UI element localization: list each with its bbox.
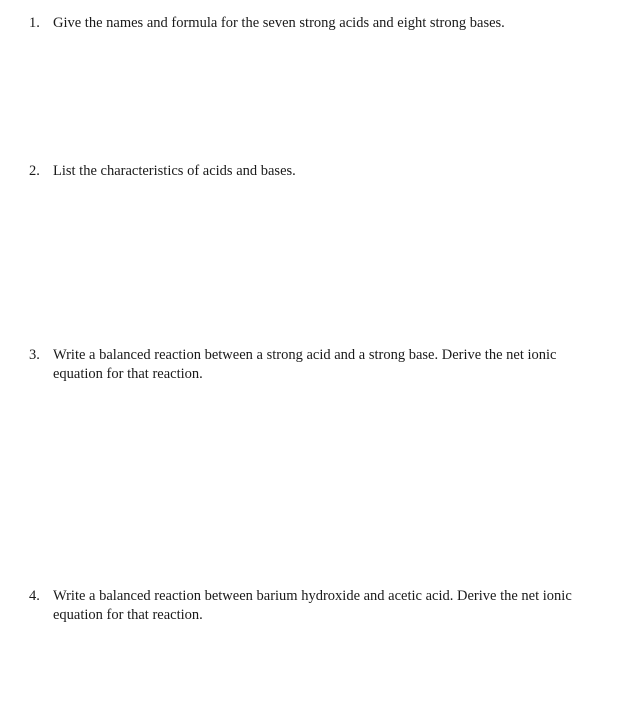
question-2-text: List the characteristics of acids and bases.: [53, 163, 296, 179]
question-1-text: Give the names and formula for the seven strong acids and eight strong bases.: [53, 15, 505, 31]
question-2-number: 2.: [29, 163, 40, 179]
question-4-text: Write a balanced reaction between barium hydroxide and acetic acid. Derive the net ionic equation for that reaction.: [53, 588, 572, 623]
question-3-number: 3.: [29, 347, 40, 363]
question-3-text: Write a balanced reaction between a strong acid and a strong base. Derive the net ionic equation for that reaction.: [53, 347, 557, 382]
question-1-number: 1.: [29, 15, 40, 31]
question-4-number: 4.: [29, 588, 40, 604]
